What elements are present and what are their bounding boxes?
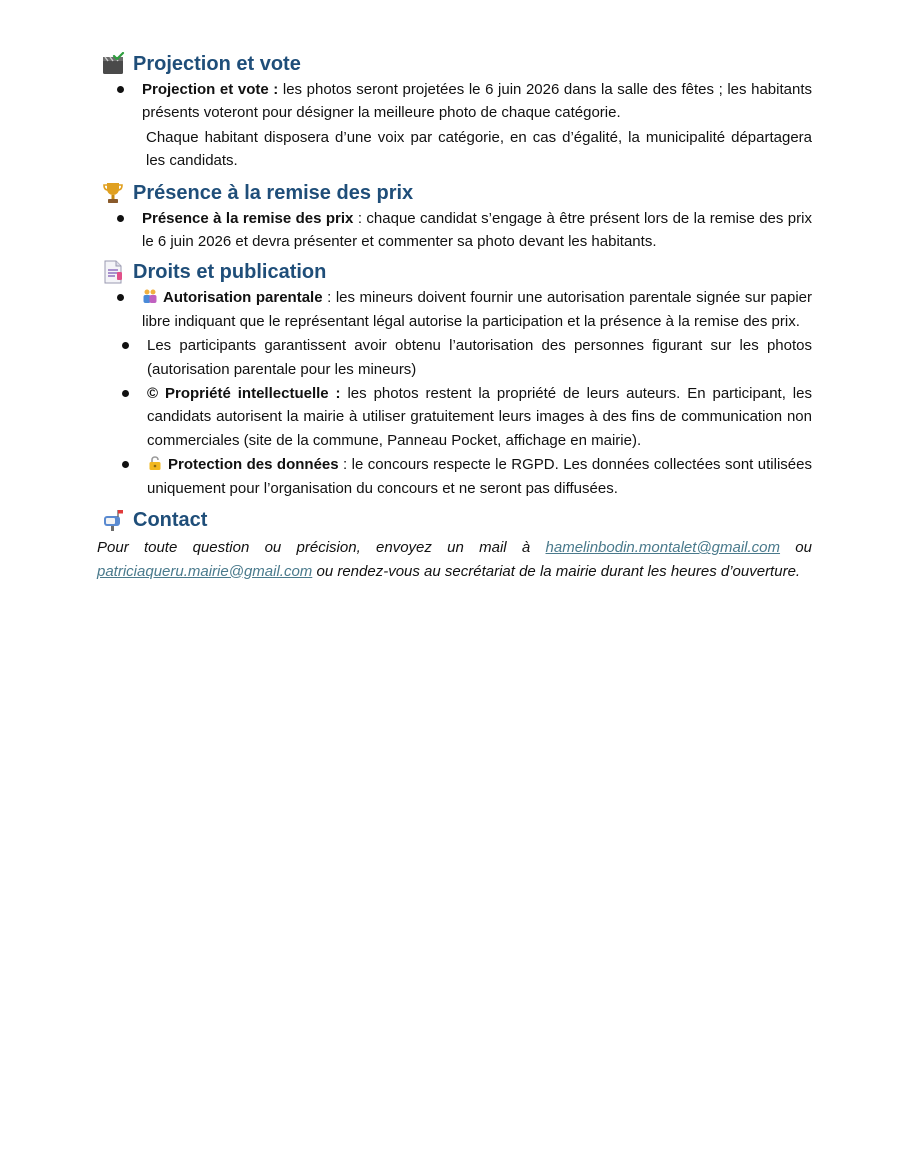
- email-link-patriciaqueru[interactable]: patriciaqueru.mairie@gmail.com: [97, 562, 313, 580]
- heading-contact-label: Contact: [133, 509, 208, 532]
- document-icon: [101, 260, 125, 284]
- list-item: [97, 382, 812, 452]
- list-item: [97, 207, 812, 254]
- item-text: : les mineurs doivent fournir une autorisation parentale signée sur papier libre indiquant que le représentant légal autorise la participation et la présence à la remise des prix.: [142, 289, 812, 330]
- presence-list: [97, 207, 812, 254]
- bullet: [122, 453, 130, 476]
- contact-text-after: ou rendez-vous au secrétariat de la mairie durant les heures d’ouverture.: [312, 562, 801, 580]
- family-icon: [142, 288, 158, 304]
- item-text: Les participants garantissent avoir obtenu l’autorisation des personnes figurant sur les photos (autorisation parentale pour les mineurs): [147, 337, 812, 378]
- bullet: [122, 334, 130, 357]
- heading-projection: [97, 50, 812, 78]
- bullet: [122, 382, 130, 405]
- item-bold-label: Présence à la remise des prix: [142, 209, 354, 227]
- bullet: [117, 286, 125, 309]
- contact-paragraph: [97, 536, 812, 583]
- list-item: [97, 334, 812, 381]
- item-text: les photos restent la propriété de leurs auteurs. En participant, les candidats autorisent la mairie à utiliser gratuitement leurs images à des fins de communication non commerciales (site de la commune, Panneau Pocket, affichage en mairie).: [147, 385, 812, 449]
- list-item: [97, 286, 812, 333]
- projection-list: [97, 78, 812, 173]
- bullet: [117, 207, 125, 230]
- item-bold-label: Projection et vote :: [142, 81, 279, 98]
- heading-presence-label: Présence à la remise des prix: [133, 181, 414, 204]
- heading-droits-label: Droits et publication: [133, 261, 327, 284]
- email-link-hamelinbodin[interactable]: hamelinbodin.montalet@gmail.com: [545, 539, 781, 557]
- heading-droits: [97, 258, 812, 286]
- droits-list: [97, 286, 812, 500]
- bullet: [117, 78, 125, 101]
- mailbox-icon: [101, 508, 125, 532]
- list-item: [97, 453, 812, 500]
- lock-icon: [147, 455, 163, 471]
- trophy-icon: [101, 181, 125, 205]
- clapperboard-check-icon: [101, 52, 125, 76]
- contact-text-before: Pour toute question ou précision, envoyez un mail à: [97, 539, 546, 557]
- item-bold-label: © Propriété intellectuelle :: [147, 385, 341, 403]
- item-text: : le concours respecte le RGPD. Les données collectées sont utilisées uniquement pour l’organisation du concours et ne seront pas diffusées.: [147, 456, 812, 497]
- heading-presence: [97, 179, 812, 207]
- item-bold-label: Autorisation parentale: [163, 289, 323, 307]
- item-text: les photos seront projetées le 6 juin 2026 dans la salle des fêtes ; les habitants présents voteront pour désigner la meilleure photo de chaque catégorie.: [142, 81, 812, 122]
- item-bold-label: Protection des données: [168, 456, 339, 474]
- heading-contact: [97, 506, 812, 534]
- item-text: : chaque candidat s’engage à être présent lors de la remise des prix le 6 juin 2026 et devra présenter et commenter sa photo devant les habitants.: [142, 209, 812, 251]
- contact-text-middle: ou: [780, 539, 812, 557]
- item-continuation: Chaque habitant disposera d’une voix par catégorie, en cas d’égalité, la municipalité départagera les candidats.: [146, 128, 812, 170]
- document-page: [97, 50, 812, 583]
- list-item: [97, 78, 812, 125]
- heading-projection-label: Projection et vote: [133, 53, 301, 75]
